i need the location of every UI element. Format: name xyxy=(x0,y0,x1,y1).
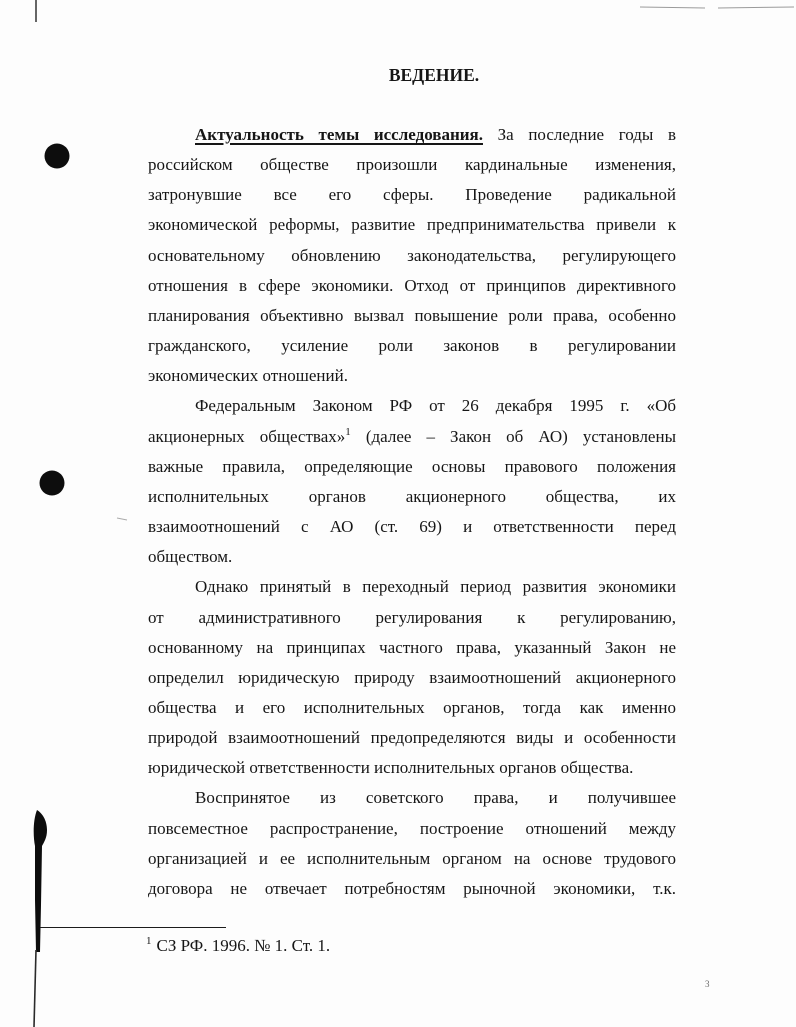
footnote-separator xyxy=(40,927,226,928)
text-line: основанному на принципах частного права, указанный Закон не xyxy=(148,637,676,657)
top-right-edge-mark xyxy=(718,7,794,8)
margin-speck xyxy=(117,518,127,520)
footnote-marker: 1 xyxy=(146,935,152,947)
text-line: Однако принятый в переходный период развития экономики xyxy=(195,577,676,597)
top-right-edge-mark xyxy=(640,7,705,8)
footnote-reference: 1 xyxy=(345,425,351,438)
text-line: Воспринятое из советского права, и получившее xyxy=(195,788,676,808)
binding-edge-line xyxy=(34,950,36,1027)
punch-hole-top xyxy=(45,144,70,169)
text-line: отношения в сфере экономики. Отход от принципов директивного xyxy=(148,275,676,295)
text-line: затронувшие все его сферы. Проведение радикальной xyxy=(148,185,676,205)
text-line: от административного регулирования к регулированию, xyxy=(148,607,676,627)
body-text xyxy=(148,120,676,904)
text-line: определил юридическую природу взаимоотношений акционерного xyxy=(148,667,676,687)
footnote-text: СЗ РФ. 1996. № 1. Ст. 1. xyxy=(156,936,331,955)
text-line-content: (далее – Закон об АО) установлены xyxy=(365,426,676,446)
text-line: российском обществе произошли кардинальные изменения, xyxy=(148,155,676,175)
text-line: важные правила, определяющие основы правового положения xyxy=(148,456,676,476)
text-line: договора не отвечает потребностям рыночной экономики, т.к. xyxy=(148,878,676,898)
text-line xyxy=(148,422,676,452)
relevance-label: Актуальность темы исследования. xyxy=(195,125,483,144)
text-line: исполнительных органов акционерного общества, их xyxy=(148,486,676,506)
text-line: природой взаимоотношений предопределяются виды и особенности xyxy=(148,728,676,748)
text-line: экономических отношений. xyxy=(148,366,348,386)
text-line-content: За последние годы в xyxy=(497,125,677,144)
binding-edge-shadow xyxy=(34,810,47,952)
text-line-content: акционерных обществах» xyxy=(148,426,346,446)
text-line: повсеместное распространение, построение отношений между xyxy=(148,818,676,838)
text-line: взаимоотношений с АО (ст. 69) и ответственности перед xyxy=(148,517,676,537)
punch-hole-bottom xyxy=(40,471,65,496)
text-line: общества и его исполнительных органов, тогда как именно xyxy=(148,697,676,717)
text-line: Федеральным Законом РФ от 26 декабря 1995 г. «Об xyxy=(195,396,676,416)
text-line: основательному обновлению законодательства, регулирующего xyxy=(148,245,676,265)
footnote xyxy=(146,933,330,959)
text-line: экономической реформы, развитие предпринимательства привели к xyxy=(148,215,676,235)
page-title: ВЕДЕНИЕ. xyxy=(388,65,480,85)
text-line: обществом. xyxy=(148,547,233,567)
text-line: юридической ответственности исполнительных органов общества. xyxy=(148,758,634,778)
text-line: гражданского, усиление роли законов в регулировании xyxy=(148,336,676,356)
text-line: планирования объективно вызвал повышение роли права, особенно xyxy=(148,305,676,325)
text-line: организацией и ее исполнительным органом на основе трудового xyxy=(148,848,676,868)
text-line xyxy=(148,120,676,150)
page-number: 3 xyxy=(705,979,710,989)
